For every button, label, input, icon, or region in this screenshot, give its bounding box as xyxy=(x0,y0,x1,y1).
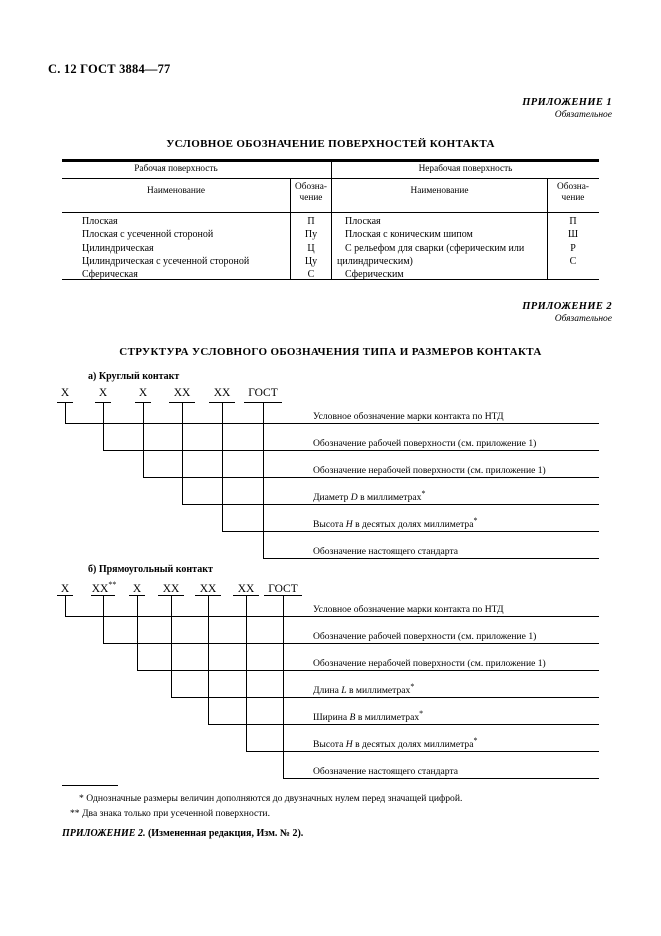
diagram-a-label-2-pre: Обозначение нерабочей поверхности (см. приложение 1) xyxy=(313,465,546,477)
diagram-b-leader-1 xyxy=(103,643,599,644)
table-cell: С xyxy=(307,269,315,281)
diagram-b-label-3-ast: * xyxy=(410,682,415,691)
diagram-b-label-3-post: в миллиметрах xyxy=(346,685,411,697)
appendix-2-caption-subtitle: Обязательное xyxy=(554,314,612,325)
diagram-b-stem-5 xyxy=(246,595,247,751)
diagram-a-stem-0 xyxy=(65,402,66,423)
diagram-b-token-3-text: XX xyxy=(162,582,180,595)
diagram-b-stem-1 xyxy=(103,595,104,643)
diagram-a-label-4-ast: * xyxy=(473,516,478,525)
table-cell: Ц xyxy=(307,242,315,254)
table-cell: Плоская с усеченной стороной xyxy=(82,229,214,241)
diagram-b-token-3 xyxy=(156,581,186,595)
structure-diagram-rectangular-contact xyxy=(0,580,661,778)
diagram-a-label-1 xyxy=(313,436,536,449)
diagram-a-leader-4 xyxy=(222,531,599,532)
diagram-a-stem-5 xyxy=(263,402,264,558)
appendix-1-caption-title: ПРИЛОЖЕНИЕ 1 xyxy=(522,97,612,108)
diagram-a-leader-5 xyxy=(263,558,599,559)
appendix-2-title: СТРУКТУРА УСЛОВНОГО ОБОЗНАЧЕНИЯ ТИПА И РАЗМЕРОВ КОНТАКТА xyxy=(119,346,542,358)
diagram-b-label-3 xyxy=(313,683,414,696)
diagram-b-token-5 xyxy=(231,581,261,595)
table-cell: цилиндрическим) xyxy=(337,255,413,267)
table-cell: Ш xyxy=(567,229,579,241)
table-column-nonworking-names xyxy=(337,215,545,281)
diagram-a-stem-3 xyxy=(182,402,183,504)
diagram-a-token-2: X xyxy=(138,387,148,399)
table-column-header-designation-nonworking xyxy=(547,182,599,205)
revision-note xyxy=(62,828,303,839)
diagram-a-leader-2 xyxy=(143,477,599,478)
diagram-a-stem-2 xyxy=(143,402,144,477)
diagram-b-label-6 xyxy=(313,764,458,777)
diagram-b-token-5-text: XX xyxy=(237,582,255,595)
table-group-header-nonworking: Нерабочая поверхность xyxy=(418,164,513,174)
diagram-a-token-3: XX xyxy=(173,387,191,399)
table-group-header-working: Рабочая поверхность xyxy=(134,164,218,174)
diagram-b-label-0 xyxy=(313,602,503,615)
table-column-header-designation-working-line2: чение xyxy=(299,193,323,204)
table-cell: Р xyxy=(570,242,576,254)
table-cell: П xyxy=(569,216,577,227)
diagram-a-label-3-post: в миллиметрах xyxy=(357,492,422,504)
diagram-b-stem-3 xyxy=(171,595,172,697)
diagram-b-token-6-text: ГОСТ xyxy=(268,582,298,595)
diagram-b-stem-2 xyxy=(137,595,138,670)
table-cell: С рельефом для сварки (сферическим или xyxy=(345,242,525,254)
table-column-header-designation-nonworking-line1: Обозна- xyxy=(557,182,589,192)
diagram-a-stem-1 xyxy=(103,402,104,450)
table-cell: Сферическая xyxy=(82,269,138,281)
diagram-b-label-5-pre: Высота xyxy=(313,739,346,751)
diagram-b-stem-4 xyxy=(208,595,209,724)
table-column-header-designation-working-line1: Обозна- xyxy=(295,182,327,192)
diagram-a-token-5: ГОСТ xyxy=(248,387,278,399)
diagram-b-token-2-text: X xyxy=(132,582,142,595)
diagram-b-label-5-ital: H xyxy=(345,739,353,751)
diagram-b-token-1 xyxy=(86,581,122,595)
appendix-1-title: УСЛОВНОЕ ОБОЗНАЧЕНИЕ ПОВЕРХНОСТЕЙ КОНТАКТА xyxy=(166,138,495,150)
diagram-b-leader-2 xyxy=(137,670,599,671)
appendix-2-caption-title: ПРИЛОЖЕНИЕ 2 xyxy=(522,301,612,312)
diagram-a-label-5-pre: Обозначение настоящего стандарта xyxy=(313,546,459,558)
table-column-working-designations xyxy=(290,215,332,281)
diagram-b-label-1-pre: Обозначение рабочей поверхности (см. приложение 1) xyxy=(313,631,537,643)
diagram-a-label-4-ital: H xyxy=(345,519,353,531)
diagram-b-label-4-post: в миллиметрах xyxy=(355,712,420,724)
diagram-a-subtitle: а) Круглый контакт xyxy=(88,371,180,382)
appendix-1-caption xyxy=(380,96,612,122)
diagram-b-leader-0 xyxy=(65,616,599,617)
diagram-b-label-4 xyxy=(313,710,423,723)
table-cell: Плоская xyxy=(345,216,381,227)
diagram-b-token-4-text: XX xyxy=(199,582,217,595)
diagram-b-token-1-text: XX xyxy=(91,582,109,595)
diagram-b-leader-5 xyxy=(246,751,599,752)
diagram-a-label-4-pre: Высота xyxy=(313,519,346,531)
diagram-b-token-2 xyxy=(126,581,148,595)
diagram-b-subtitle: б) Прямоугольный контакт xyxy=(88,564,213,575)
diagram-b-leader-4 xyxy=(208,724,599,725)
diagram-b-leader-6 xyxy=(283,778,599,779)
table-cell: Сферическим xyxy=(345,269,404,281)
footnote-separator xyxy=(62,785,118,786)
diagram-b-token-0-text: X xyxy=(60,582,70,595)
diagram-b-label-2 xyxy=(313,656,546,669)
table-cell: Цу xyxy=(304,255,318,267)
diagram-b-label-5 xyxy=(313,737,477,750)
footnote-single-asterisk: * Однозначные размеры величин дополняются до двузначных нулем перед значащей цифрой. xyxy=(79,793,463,804)
table-column-header-name-working: Наименование xyxy=(147,186,205,196)
diagram-b-label-4-pre: Ширина xyxy=(313,712,350,724)
table-column-nonworking-designations xyxy=(547,215,599,268)
diagram-b-label-3-ital: L xyxy=(341,685,347,697)
table-cell: Цилиндрическая с усеченной стороной xyxy=(82,255,250,267)
diagram-a-token-1: X xyxy=(98,387,108,399)
diagram-b-label-2-pre: Обозначение нерабочей поверхности (см. приложение 1) xyxy=(313,658,546,670)
diagram-b-leader-3 xyxy=(171,697,599,698)
diagram-a-label-3 xyxy=(313,490,425,503)
running-head: С. 12 ГОСТ 3884—77 xyxy=(48,62,171,76)
diagram-a-label-0 xyxy=(313,409,503,422)
diagram-b-label-3-pre: Длина xyxy=(313,685,342,697)
diagram-b-token-1-sup: ** xyxy=(108,580,117,589)
diagram-b-label-5-post: в десятых долях миллиметра xyxy=(352,739,474,751)
diagram-b-label-5-ast: * xyxy=(473,736,478,745)
footnote-double-asterisk: ** Два знака только при усеченной поверхности. xyxy=(70,808,270,819)
diagram-a-stem-4 xyxy=(222,402,223,531)
diagram-a-leader-1 xyxy=(103,450,599,451)
diagram-a-token-0: X xyxy=(60,387,70,399)
appendix-1-caption-subtitle: Обязательное xyxy=(554,110,612,121)
diagram-b-token-0 xyxy=(54,581,76,595)
diagram-b-token-4 xyxy=(193,581,223,595)
table-cell: Цилиндрическая xyxy=(82,242,154,254)
diagram-a-label-3-ast: * xyxy=(421,489,426,498)
revision-note-text: (Измененная редакция, Изм. № 2). xyxy=(145,828,304,839)
table-cell: П xyxy=(307,216,315,227)
diagram-a-label-3-ital: D xyxy=(350,492,358,504)
table-column-header-designation-working xyxy=(290,182,332,205)
table-cell: Плоская с коническим шипом xyxy=(345,229,473,241)
diagram-b-stem-0 xyxy=(65,595,66,616)
diagram-b-label-4-ast: * xyxy=(419,709,424,718)
diagram-a-label-0-pre: Условное обозначение марки контакта по НТД xyxy=(313,411,504,423)
revision-note-appendix: ПРИЛОЖЕНИЕ 2. xyxy=(62,828,146,839)
diagram-b-label-1 xyxy=(313,629,536,642)
diagram-a-label-1-pre: Обозначение рабочей поверхности (см. приложение 1) xyxy=(313,438,537,450)
diagram-b-token-6 xyxy=(263,581,303,595)
table-column-header-designation-nonworking-line2: чение xyxy=(561,193,585,204)
table-cell: Пу xyxy=(304,229,318,241)
diagram-a-token-4: XX xyxy=(213,387,231,399)
diagram-a-leader-0 xyxy=(65,423,599,424)
table-cell: Плоская xyxy=(82,216,118,227)
table-column-working-names xyxy=(82,215,287,281)
diagram-a-label-3-pre: Диаметр xyxy=(313,492,351,504)
diagram-a-label-4 xyxy=(313,517,477,530)
diagram-b-label-6-pre: Обозначение настоящего стандарта xyxy=(313,766,459,778)
diagram-a-label-2 xyxy=(313,463,546,476)
table-cell: С xyxy=(569,255,577,267)
diagram-b-label-0-pre: Условное обозначение марки контакта по НТД xyxy=(313,604,504,616)
diagram-a-label-5 xyxy=(313,544,458,557)
diagram-a-leader-3 xyxy=(182,504,599,505)
structure-diagram-round-contact xyxy=(0,388,661,556)
diagram-a-label-4-post: в десятых долях миллиметра xyxy=(352,519,474,531)
appendix-2-caption xyxy=(380,300,612,326)
diagram-b-label-4-ital: B xyxy=(349,712,356,724)
table-column-header-name-nonworking: Наименование xyxy=(410,186,469,196)
